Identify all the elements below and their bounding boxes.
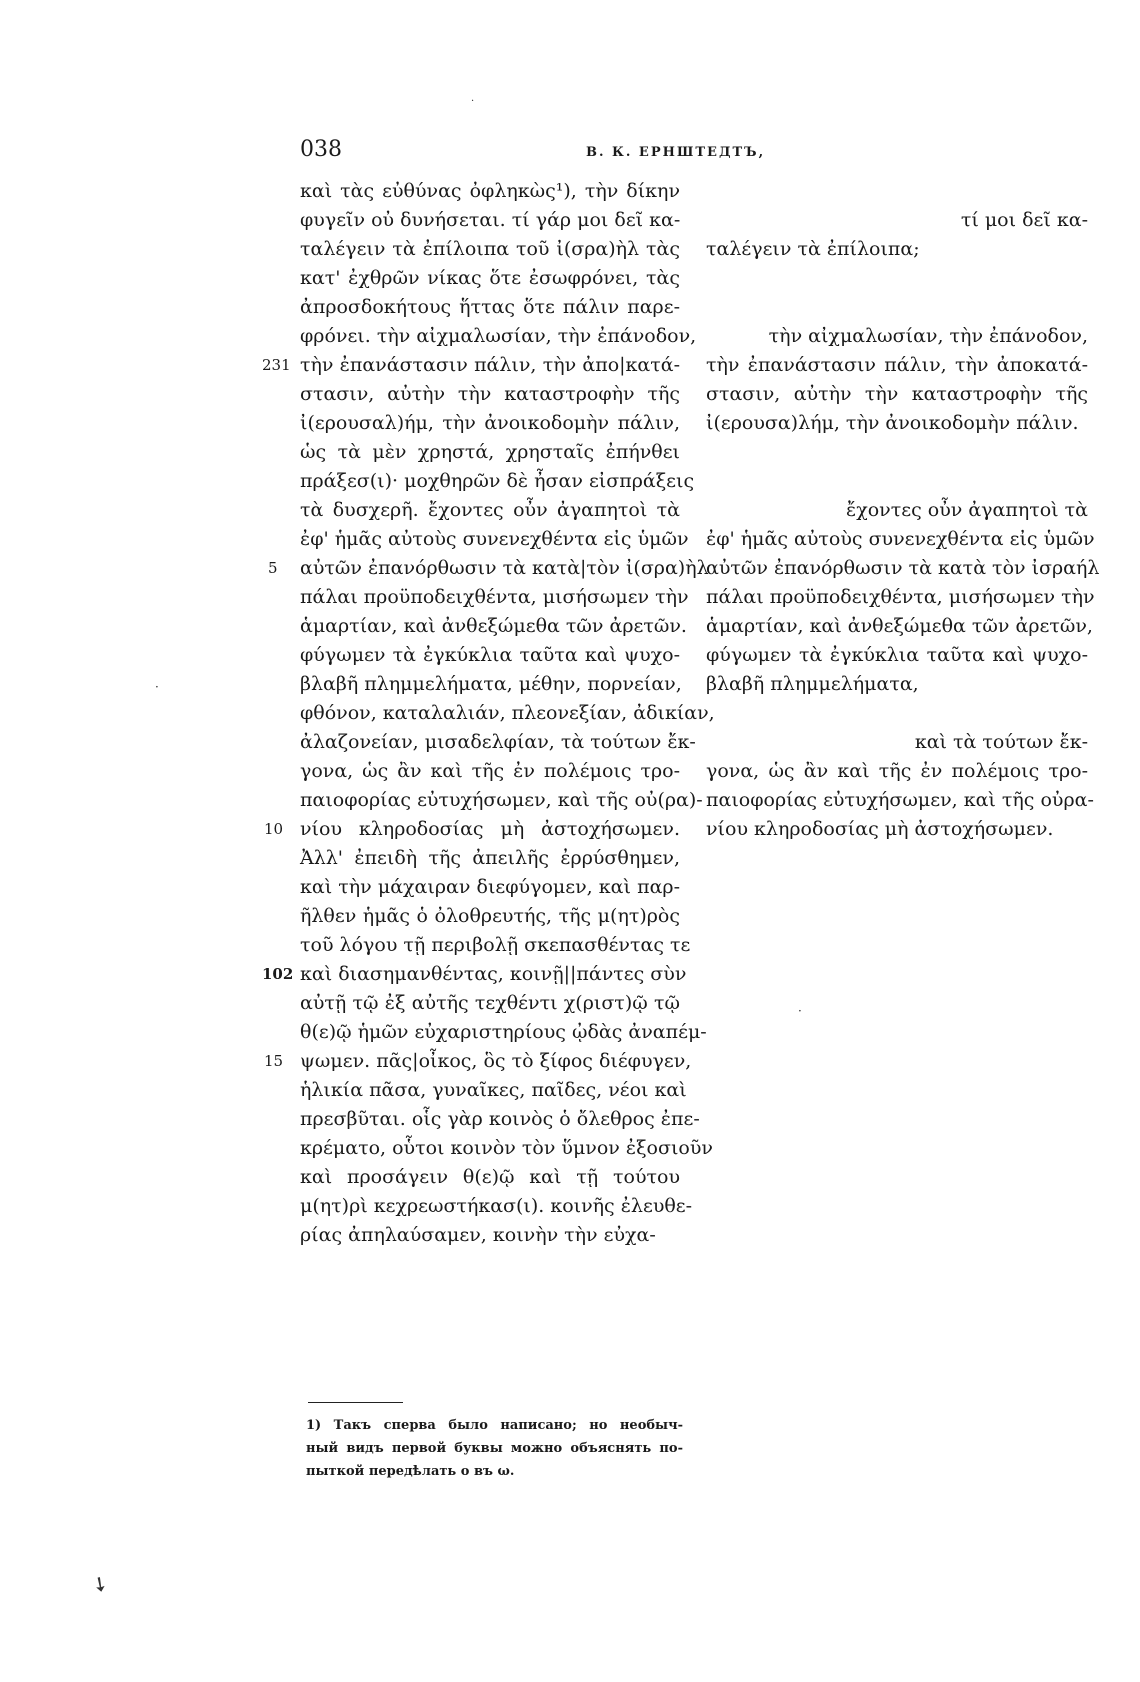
text-line: ἡλικία πᾶσα, γυναῖκες, παῖδες, νέοι καὶ (300, 1079, 687, 1101)
text-line: παιοφορίας εὐτυχήσωμεν, καὶ τῆς οὐ(ρα)- (300, 789, 703, 811)
text-line: πράξεσ(ι)· μοχθηρῶν δὲ ἦσαν εἰσπράξεις (300, 470, 695, 492)
text-line: τὴν αἰχμαλωσίαν, τὴν ἐπάνοδον, (768, 325, 1088, 347)
text-line: φθόνον, καταλαλιάν, πλεονεξίαν, ἀδικίαν, (300, 702, 715, 724)
text-line: βλαβῆ πλημμελήματα, μέθην, πορνείαν, (300, 673, 682, 695)
text-line: αὐτῇ τῷ ἐξ αὐτῆς τεχθέντι χ(ριστ)ῷ τῷ (300, 992, 680, 1014)
text-line: ἔχοντες οὖν ἀγαπητοὶ τὰ (846, 499, 1088, 521)
text-line: τὴν ἐπανάστασιν πάλιν, τὴν ἀποκατά- (706, 354, 1088, 376)
text-line: καὶ τὰ τούτων ἔκ- (914, 731, 1088, 753)
text-line: φρόνει. τὴν αἰχμαλωσίαν, τὴν ἐπάνοδον, (300, 325, 697, 347)
text-line: φύγωμεν τὰ ἐγκύκλια ταῦτα καὶ ψυχο- (300, 644, 680, 666)
text-line: καὶ τὴν μάχαιραν διεφύγομεν, καὶ παρ- (300, 876, 680, 898)
text-line: κατ' ἐχθρῶν νίκας ὅτε ἐσωφρόνει, τὰς (300, 267, 680, 289)
margin-line-number: 231 (262, 356, 291, 374)
text-line: ταλέγειν τὰ ἐπίλοιπα τοῦ ἰ(σρα)ὴλ τὰς (300, 238, 680, 260)
text-line: πρεσβῦται. οἷς γὰρ κοινὸς ὁ ὄλεθρος ἐπε- (300, 1108, 700, 1130)
page-number: 038 (300, 137, 342, 162)
text-line: τὴν ἐπανάστασιν πάλιν, τὴν ἀπο|κατά- (300, 354, 680, 376)
text-line: γονα, ὡς ἂν καὶ τῆς ἐν πολέμοις τρο- (706, 760, 1088, 782)
text-line: φυγεῖν οὐ δυνήσεται. τί γάρ μοι δεῖ κα- (300, 209, 681, 231)
margin-line-number: 5 (268, 559, 278, 577)
text-line: βλαβῆ πλημμελήματα, (706, 673, 919, 695)
text-line: ὡς τὰ μὲν χρηστά, χρησταῖς ἐπήνθει (300, 441, 680, 463)
text-line: αὐτῶν ἐπανόρθωσιν τὰ κατὰ|τὸν ἰ(σρα)ὴλ (300, 557, 709, 579)
text-line: ἀπροσδοκήτους ἥττας ὅτε πάλιν παρε- (300, 296, 680, 318)
stray-dot-mark: · (471, 96, 475, 107)
text-line: νίου κληροδοσίας μὴ ἀστοχήσωμεν. (300, 818, 680, 840)
text-line: καὶ διασημανθέντας, κοινῇ||πάντες σὺν (300, 963, 687, 985)
text-line: στασιν, αὐτὴν τὴν καταστροφὴν τῆς (300, 383, 680, 405)
text-line: νίου κληροδοσίας μὴ ἀστοχήσωμεν. (706, 818, 1054, 840)
margin-line-number: 10 (264, 820, 284, 838)
text-line: ἀλαζονείαν, μισαδελφίαν, τὰ τούτων ἔκ- (300, 731, 696, 753)
text-line: στασιν, αὐτὴν τὴν καταστροφὴν τῆς (706, 383, 1088, 405)
text-line: φύγωμεν τὰ ἐγκύκλια ταῦτα καὶ ψυχο- (706, 644, 1088, 666)
footnote-rule (308, 1402, 403, 1403)
text-line: αὐτῶν ἐπανόρθωσιν τὰ κατὰ τὸν ἰσραήλ (706, 557, 1100, 579)
margin-line-number: 102 (262, 965, 294, 983)
text-line: πάλαι προϋποδειχθέντα, μισήσωμεν τὴν (300, 586, 689, 608)
text-line: πάλαι προϋποδειχθέντα, μισήσωμεν τὴν (706, 586, 1095, 608)
text-line: κρέματο, οὗτοι κοινὸν τὸν ὕμνον ἐξοσιοῦν (300, 1137, 713, 1159)
text-line: καὶ τὰς εὐθύνας ὀφληκὼς¹), τὴν δίκην (300, 180, 680, 202)
text-line: θ(ε)ῷ ἡμῶν εὐχαριστηρίους ᾠδὰς ἀναπέμ- (300, 1021, 707, 1043)
text-line: ρίας ἀπηλαύσαμεν, κοινὴν τὴν εὐχα- (300, 1224, 656, 1246)
text-line: ἰ(ερουσα)λήμ, τὴν ἀνοικοδομὴν πάλιν. (706, 412, 1079, 434)
text-line: μ(ητ)ρὶ κεχρεωστήκασ(ι). κοινῆς ἐλευθε- (300, 1195, 693, 1217)
text-line: ταλέγειν τὰ ἐπίλοιπα; (706, 238, 920, 260)
text-line: ἐφ' ἡμᾶς αὐτοὺς συνενεχθέντα εἰς ὑμῶν (706, 528, 1095, 550)
running-head: В. К. ЕРНШТЕДТЪ, (586, 145, 766, 160)
stray-arrow-mark: ➘ (86, 1569, 115, 1599)
stray-dot-mark: · (798, 1004, 802, 1018)
text-line: ἐφ' ἡμᾶς αὐτοὺς συνενεχθέντα εἰς ὑμῶν (300, 528, 689, 550)
footnote-line: 1) Такъ сперва было написано; но необыч- (306, 1418, 683, 1433)
text-line: παιοφορίας εὐτυχήσωμεν, καὶ τῆς οὐρα- (706, 789, 1094, 811)
text-line: τὰ δυσχερῆ. ἔχοντες οὖν ἀγαπητοὶ τὰ (300, 499, 680, 521)
text-line: Ἀλλ' ἐπειδὴ τῆς ἀπειλῆς ἐρρύσθημεν, (300, 847, 680, 869)
text-line: ἰ(ερουσαλ)ήμ, τὴν ἀνοικοδομὴν πάλιν, (300, 412, 680, 434)
text-line: ἁμαρτίαν, καὶ ἀνθεξώμεθα τῶν ἀρετῶν. (300, 615, 687, 637)
text-line: τοῦ λόγου τῇ περιβολῇ σκεπασθέντας τε (300, 934, 691, 956)
margin-line-number: 15 (264, 1052, 284, 1070)
footnote-line: ный видъ первой буквы можно объяснять по- (306, 1441, 683, 1456)
text-line: γονα, ὡς ἂν καὶ τῆς ἐν πολέμοις τρο- (300, 760, 680, 782)
stray-dot-mark: · (155, 680, 159, 694)
text-line: ῆλθεν ἡμᾶς ὁ ὀλοθρευτής, τῆς μ(ητ)ρὸς (300, 905, 680, 927)
footnote-line: пыткой передѣлать о въ ω. (306, 1464, 515, 1479)
text-line: τί μοι δεῖ κα- (960, 209, 1088, 231)
text-line: ἁμαρτίαν, καὶ ἀνθεξώμεθα τῶν ἀρετῶν, (706, 615, 1093, 637)
text-line: ψωμεν. πᾶς|οἶκος, ὃς τὸ ξίφος διέφυγεν, (300, 1050, 692, 1072)
text-line: καὶ προσάγειν θ(ε)ῷ καὶ τῇ τούτου (300, 1166, 680, 1188)
